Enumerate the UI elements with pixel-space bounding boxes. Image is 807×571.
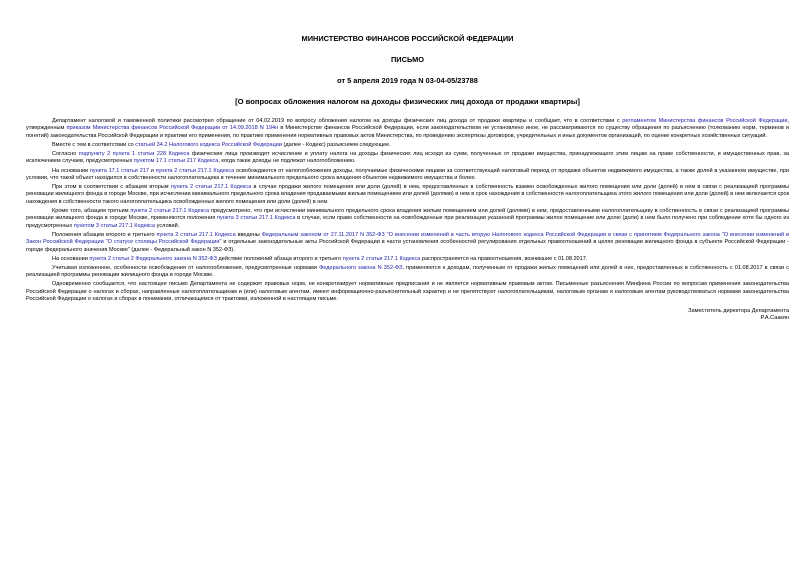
paragraph-text: Кроме того, абзацем третьим <box>52 207 131 214</box>
paragraph-text: в Министерстве финансов Российской Федерации, если законодательством не установлено иное, не рассматриваются по существу обращения по разъяснению (толкованию норм, терминов и понятий) законодательства Российской Федерации и практики его применения, по практике применения нормативных правовых актов Министерства, по проведению экспертизы договоров, учредительных и иных документов организаций, по оценке конкретных хозяйственных ситуаций. <box>26 125 789 139</box>
paragraph <box>26 168 789 183</box>
paragraph <box>26 256 789 263</box>
paragraph-text: физические лица производят исчисление и уплату налога на доходы физических лиц исходя из сумм, полученных от продажи имущества, принадлежащего этим лицам на праве собственности, и имущественных прав, за исключением случаев, предусмотренных <box>26 151 789 165</box>
legal-reference-link[interactable]: Федерального закона N 352-ФЗ <box>319 264 403 271</box>
paragraph <box>26 232 789 254</box>
legal-reference-link[interactable]: пунктом 3 статьи 217.1 Кодекса <box>73 222 156 229</box>
paragraph-text: введены <box>235 231 262 238</box>
legal-reference-link[interactable]: пункта 2 статьи 2 Федерального закона N 352-ФЗ <box>89 255 217 262</box>
legal-reference-link[interactable]: пунктом 17.1 статьи 217 Кодекса <box>133 158 219 165</box>
ministry-title: МИНИСТЕРСТВО ФИНАНСОВ РОССИЙСКОЙ ФЕДЕРАЦИИ <box>301 34 514 43</box>
document-date-number: от 5 апреля 2019 года N 03-04-05/23788 <box>337 76 478 85</box>
paragraph-text: предусмотрено, что при исчислении минимального предельного срока владения жилым помещением или долей (долями) в нем, предоставленными налогоплательщику в собственность в связи с реализацией программы реновации жилищного фонда в городе Москве, применяются положения <box>26 207 789 222</box>
legal-reference-link[interactable]: пункта 17.1 статьи 217 <box>89 167 149 174</box>
legal-reference-link[interactable]: подпункту 2 пункта 1 статьи 228 Кодекса <box>78 151 190 157</box>
paragraph-text: На основании <box>52 255 90 262</box>
legal-reference-link[interactable]: Федеральным законом от 27.11.2017 N 352-ФЗ "О внесении изменений в часть вторую Налогового кодекса Российской Федерации в связи с принятием Федерального закона "О внесении изменений в Закон Российской Федерации "О статусе столицы Российской Федерации" <box>26 231 789 246</box>
paragraph-text: При этом в соответствии с абзацем вторым <box>52 184 171 190</box>
legal-reference-link[interactable]: пункта 3 статьи 217.1 Кодекса <box>216 215 296 222</box>
legal-reference-link[interactable]: пункта 2 статьи 217.1 Кодекса <box>155 167 235 174</box>
paragraph-text: Одновременно сообщается, что настоящее письмо Департамента не содержит правовых норм, не конкретизирует нормативные предписания и не является нормативным правовым актом. Письменные разъяснения Минфина России по вопросам применения законодательства Российской Федерации о налогах и сборах, направленные налогоплательщикам и (или) налоговым агентам, имеют информационно-разъяснительный характер и не препятствуют налогоплательщикам, налоговым органам и налоговым агентам руководствоваться нормами законодательства Российской Федерации о налогах и сборах в понимании, отличающемся от трактовки, изложенной в настоящем письме. <box>26 281 789 303</box>
paragraph-text: освобождаются от налогообложения доходы, получаемые физическими лицами за соответствующий налоговый период от продажи объектов недвижимого имущества, а также долей в указанном имуществе, при условии, что такой объект находился в собственности налогоплательщика в течение минимального предельного срока владения объектом недвижимого имущества и более. <box>26 167 789 181</box>
paragraph-text: Учитывая изложенное, особенности освобождения от налогообложения, предусмотренные нормами <box>52 264 320 271</box>
paragraph-text: Положения абзацев второго и третьего <box>52 231 157 238</box>
paragraph-text: , применяются к доходам, полученным от продажи жилых помещений или долей в них, предоставленных в собственность с 01.08.2017 в связи с реализацией программы реновации жилищного фонда в городе Москве. <box>26 264 789 279</box>
paragraph-text: условий. <box>155 222 180 229</box>
paragraph <box>26 118 789 140</box>
paragraph <box>26 142 789 149</box>
legal-reference-link[interactable]: регламентом Министерства финансов Российской Федерации <box>622 118 788 124</box>
paragraph-text: На основании <box>52 167 90 174</box>
paragraph-text: и отдельные законодательные акты Российской Федерации в части установления особенностей регулирования отдельных правоотношений в целях реновации жилищного фонда в субъекте Российской Федерации - городе федерального значения Москве" (далее - Федеральный закон N 352-ФЗ). <box>26 239 789 253</box>
paragraph <box>26 208 789 230</box>
paragraph-text: и <box>148 167 156 174</box>
paragraph <box>26 184 789 206</box>
letter-body <box>26 118 789 304</box>
legal-reference-link[interactable]: пункта 2 статьи 217.1 Кодекса <box>342 255 421 262</box>
paragraph-text: Согласно <box>52 151 79 157</box>
legal-reference-link[interactable]: приказом Министерства финансов Российской Федерации от 14.09.2018 N 194н <box>66 125 279 132</box>
signer-name: Р.А.Саакян <box>760 315 789 322</box>
signature-block <box>26 308 789 323</box>
paragraph-text: , утвержденным <box>26 118 789 132</box>
legal-reference-link[interactable]: пункта 2 статьи 217.1 Кодекса <box>156 231 236 238</box>
legal-reference-link[interactable]: пункта 2 статьи 217.1 Кодекса <box>130 207 210 214</box>
document-subject: [О вопросах обложения налогом на доходы физических лиц дохода от продажи квартиры] <box>235 97 580 106</box>
paragraph-text: в случае, если право собственности на освобожденные при реализации указанной программы жилое помещение или долю (доли) в нем было получено при соблюдении хотя бы одного из предусмотренных <box>26 215 789 229</box>
paragraph-text: распространяется на правоотношения, возникшие с 01.08.2017. <box>420 255 588 262</box>
paragraph-text: действие положений абзаца второго и третьего <box>216 255 343 262</box>
paragraph-text: (далее - Кодекс) разъясняем следующее. <box>281 141 391 148</box>
legal-reference-link[interactable]: статьей 34.2 Налогового кодекса Российской Федерации <box>135 141 282 148</box>
paragraph <box>26 151 789 166</box>
paragraph-text: Вместе с тем в соответствии со <box>52 141 136 148</box>
document-type: ПИСЬМО <box>391 55 424 64</box>
paragraph-text: в случае продажи жилого помещения или доли (долей) в нем, предоставленных в собственность взамен освобожденных жилого помещения или доли (долей) в нем в связи с реализацией программы реновации жилищного фонда в городе Москве, при исчислении минимального предельного срока владения продаваемыми жилым помещением или долей (долями) в нем в срок нахождения в собственности налогоплательщика этого жилого помещения или доли (долей) в нем включается срок нахождения в собственности такого налогоплательщика освобожденных жилого помещения или доли (долей) в нем. <box>26 184 790 205</box>
paragraph-text: , когда такие доходы не подлежат налогообложению. <box>218 158 356 165</box>
legal-reference-link[interactable]: пункта 2 статьи 217.1 Кодекса <box>170 184 252 190</box>
signer-position: Заместитель директора Департамента <box>688 307 789 314</box>
paragraph <box>26 281 789 303</box>
paragraph <box>26 265 789 280</box>
paragraph-text: Департамент налоговой и таможенной политики рассмотрел обращение от 04.02.2019 по вопросу обложения налогом на доходы физических лиц дохода от продажи квартиры и сообщает, что в соответствии с <box>52 118 623 124</box>
